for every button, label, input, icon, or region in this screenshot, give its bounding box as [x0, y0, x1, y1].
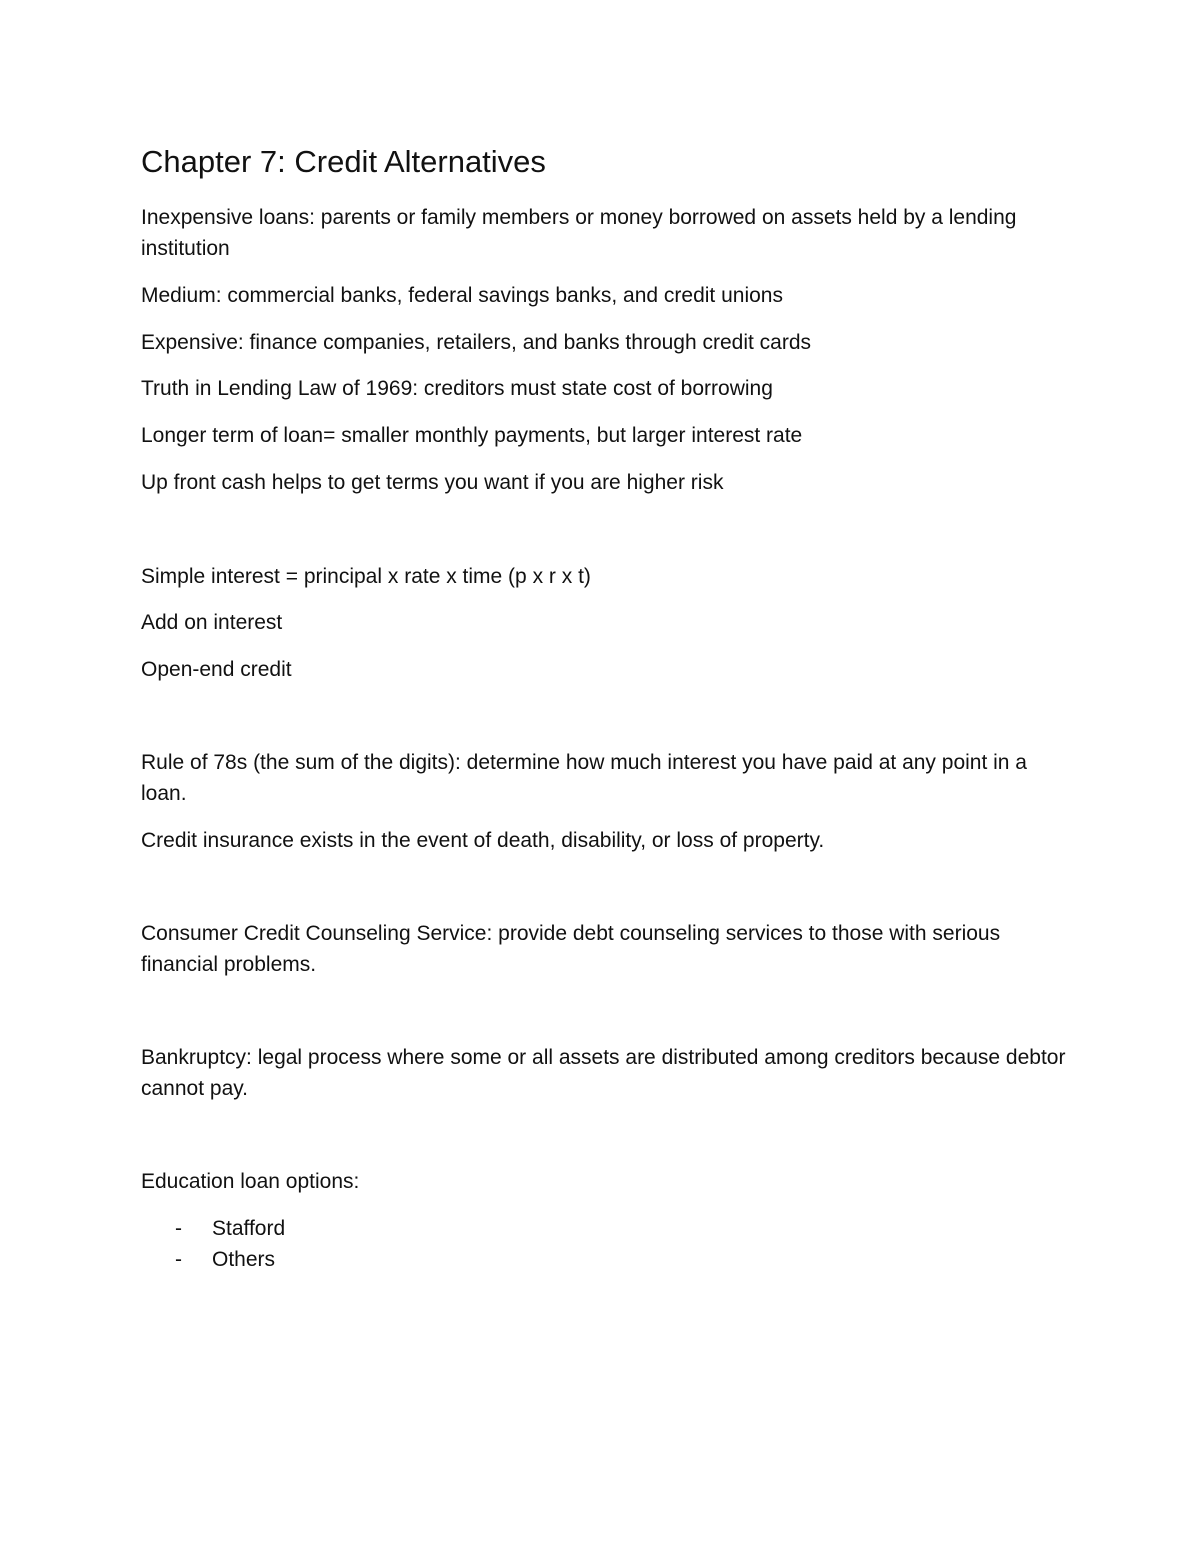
- bullet-marker: -: [175, 1217, 182, 1240]
- paragraph-credit-insurance: Credit insurance exists in the event of death, disability, or loss of property.: [141, 829, 825, 852]
- paragraph-medium: Medium: commercial banks, federal savings banks, and credit unions: [141, 284, 783, 307]
- paragraph-expensive: Expensive: finance companies, retailers, and banks through credit cards: [141, 331, 812, 354]
- list-item-label: Stafford: [212, 1217, 286, 1240]
- paragraph-education-loan-options: Education loan options:: [141, 1170, 360, 1193]
- paragraph-add-on-interest: Add on interest: [141, 611, 283, 634]
- paragraph-inexpensive-loans: Inexpensive loans: parents or family members or money borrowed on assets held by a lending institution: [141, 206, 1017, 260]
- page-title: Chapter 7: Credit Alternatives: [141, 144, 546, 179]
- paragraph-up-front-cash: Up front cash helps to get terms you want if you are higher risk: [141, 471, 724, 494]
- paragraph-bankruptcy: Bankruptcy: legal process where some or all assets are distributed among creditors because debtor cannot pay.: [141, 1046, 1066, 1100]
- paragraph-simple-interest: Simple interest = principal x rate x time (p x r x t): [141, 565, 591, 588]
- list-item-label: Others: [212, 1248, 276, 1271]
- paragraph-longer-term: Longer term of loan= smaller monthly payments, but larger interest rate: [141, 424, 803, 447]
- paragraph-truth-in-lending: Truth in Lending Law of 1969: creditors must state cost of borrowing: [141, 377, 773, 400]
- bullet-marker: -: [175, 1248, 182, 1271]
- paragraph-consumer-credit-counseling: Consumer Credit Counseling Service: provide debt counseling services to those with serious financial problems.: [141, 922, 1001, 976]
- paragraph-open-end-credit: Open-end credit: [141, 658, 292, 681]
- paragraph-rule-of-78s: Rule of 78s (the sum of the digits): determine how much interest you have paid at any point in a loan.: [141, 751, 1027, 805]
